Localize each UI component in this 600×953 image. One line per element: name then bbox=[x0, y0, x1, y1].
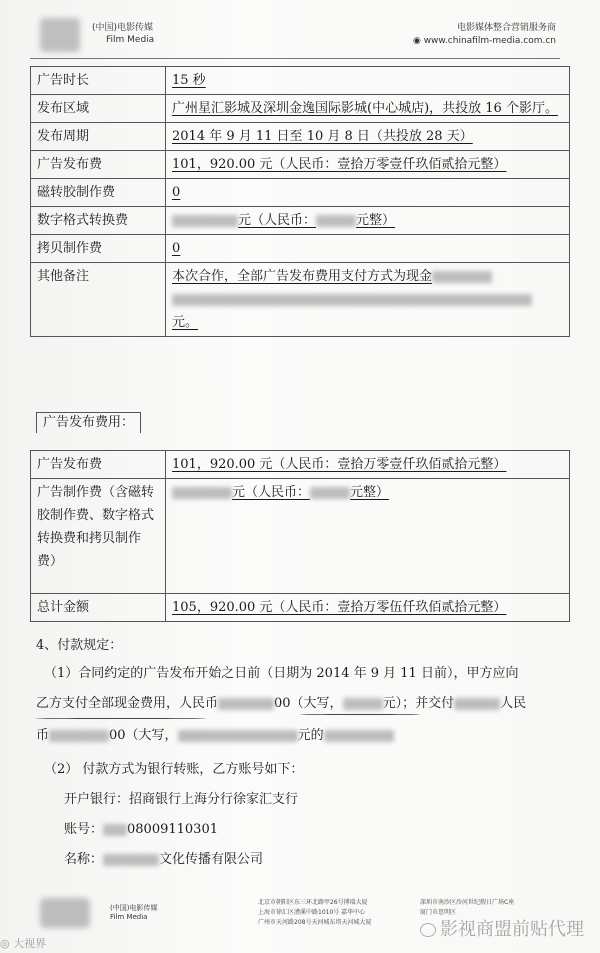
row-value: 105，920.00 元（人民币：壹拾万零伍仟玖佰贰拾元整） bbox=[166, 594, 570, 622]
header-tagline: 电影媒体整合营销服务商 bbox=[456, 23, 556, 33]
camera-icon: ◎ bbox=[0, 937, 14, 950]
redacted-amount bbox=[316, 215, 356, 227]
redacted-amount bbox=[218, 698, 274, 710]
table-row bbox=[31, 594, 570, 622]
payment-clause-1-line-3: 币 00（大写， 元的 bbox=[36, 726, 394, 746]
section-title: 广告发布费用： bbox=[36, 412, 141, 433]
table-row bbox=[31, 451, 570, 479]
row-value: 广州星汇影城及深圳金逸国际影城(中心城店)，共投放 16 个影厅。 bbox=[166, 95, 570, 123]
redacted-amount bbox=[178, 730, 298, 742]
redacted-account-prefix bbox=[103, 824, 127, 836]
row-value: 元（人民币： 元整） bbox=[166, 479, 570, 594]
handwritten-mark bbox=[300, 714, 420, 715]
redacted-amount bbox=[172, 487, 232, 499]
row-label: 广告制作费（含磁转胶制作费、数字格式转换费和拷贝制作费） bbox=[31, 479, 166, 594]
watermark-left: ◎ 大视界 bbox=[0, 937, 47, 950]
payment-clause-2: （2） 付款方式为银行转账，乙方账号如下： bbox=[44, 762, 304, 777]
redacted-company-name bbox=[103, 854, 159, 866]
globe-icon: ◉ bbox=[412, 36, 424, 46]
bank-name: 开户银行：招商银行上海分行徐家汇支行 bbox=[64, 792, 299, 807]
table-row bbox=[31, 179, 570, 207]
wechat-icon bbox=[420, 923, 436, 937]
header-right bbox=[413, 22, 556, 48]
handwritten-mark bbox=[36, 718, 206, 719]
table-row bbox=[31, 479, 570, 594]
table-row bbox=[31, 235, 570, 263]
row-label: 广告发布费 bbox=[31, 451, 166, 479]
redacted-text bbox=[172, 294, 532, 306]
row-label: 发布周期 bbox=[31, 123, 166, 151]
row-value: 101，920.00 元（人民币：壹拾万零壹仟玖佰贰拾元整） bbox=[166, 151, 570, 179]
row-label: 广告发布费 bbox=[31, 151, 166, 179]
redacted-amount bbox=[454, 698, 500, 710]
footer-brand: (中国)电影传媒 Film Media bbox=[110, 904, 158, 921]
redacted-amount bbox=[172, 215, 238, 227]
row-value: 0 bbox=[166, 179, 570, 207]
row-label: 发布区域 bbox=[31, 95, 166, 123]
table-row bbox=[31, 207, 570, 235]
payment-clause-1-line-2: 乙方支付全部现金费用，人民币 00（大写， 元）；并交付 人民 bbox=[36, 696, 527, 711]
watermark: 影视商盟前贴代理 bbox=[420, 915, 584, 941]
table-row bbox=[31, 263, 570, 337]
row-value: 0 bbox=[166, 235, 570, 263]
row-label: 广告时长 bbox=[31, 67, 166, 95]
bank-account: 账号： 08009110301 bbox=[64, 822, 218, 837]
redacted-amount bbox=[49, 730, 109, 742]
redacted-amount bbox=[310, 487, 350, 499]
header-website: ◉ www.chinafilm-media.com.cn bbox=[412, 36, 556, 46]
footer-logo-blurred bbox=[40, 898, 90, 928]
row-value: 本次合作，全部广告发布费用支付方式为现金 元。 bbox=[166, 263, 570, 337]
header-brand-cn: (中国)电影传媒 bbox=[92, 23, 154, 33]
footer-address: 北京市朝阳区东三环北路甲26号博瑞大厦 bbox=[258, 899, 368, 906]
footer-address: 深圳市南沙区沙河世纪假日广场C座 bbox=[420, 899, 515, 906]
redacted-amount bbox=[343, 698, 383, 710]
header-brand bbox=[92, 22, 154, 46]
table-row bbox=[31, 95, 570, 123]
row-label: 磁转胶制作费 bbox=[31, 179, 166, 207]
footer-address: 厦门市思明区 bbox=[420, 909, 457, 916]
footer-address: 上海市徐汇区漕溪中路1010号 嘉华中心 bbox=[258, 909, 366, 916]
row-value: 2014 年 9 月 11 日至 10 月 8 日（共投放 28 天） bbox=[166, 123, 570, 151]
payment-heading: 4、付款规定： bbox=[36, 638, 123, 653]
header-divider bbox=[30, 58, 560, 59]
account-holder: 名称： 文化传播有限公司 bbox=[64, 852, 264, 867]
footer-address: 广州市天河路208号天河城东塔天河城大厦 bbox=[258, 919, 372, 926]
table-row bbox=[31, 123, 570, 151]
redacted-text bbox=[432, 271, 492, 283]
header-brand-en: Film Media bbox=[106, 35, 155, 45]
redacted-text bbox=[324, 730, 394, 742]
row-label: 其他备注 bbox=[31, 263, 166, 337]
row-value: 101，920.00 元（人民币：壹拾万零壹仟玖佰贰拾元整） bbox=[166, 451, 570, 479]
row-label: 拷贝制作费 bbox=[31, 235, 166, 263]
payment-clause-1-line-1: （1）合同约定的广告发布开始之日前（日期为 2014 年 9 月 11 日前），甲方应向 bbox=[44, 666, 519, 681]
row-value: 15 秒 bbox=[166, 67, 570, 95]
company-logo-blurred bbox=[40, 18, 80, 52]
table-row bbox=[31, 151, 570, 179]
row-label: 数字格式转换费 bbox=[31, 207, 166, 235]
table-row bbox=[31, 67, 570, 95]
row-value: 元（人民币： 元整） bbox=[166, 207, 570, 235]
ad-details-table bbox=[30, 66, 570, 337]
row-label: 总计金额 bbox=[31, 594, 166, 622]
fee-summary-table bbox=[30, 450, 570, 622]
